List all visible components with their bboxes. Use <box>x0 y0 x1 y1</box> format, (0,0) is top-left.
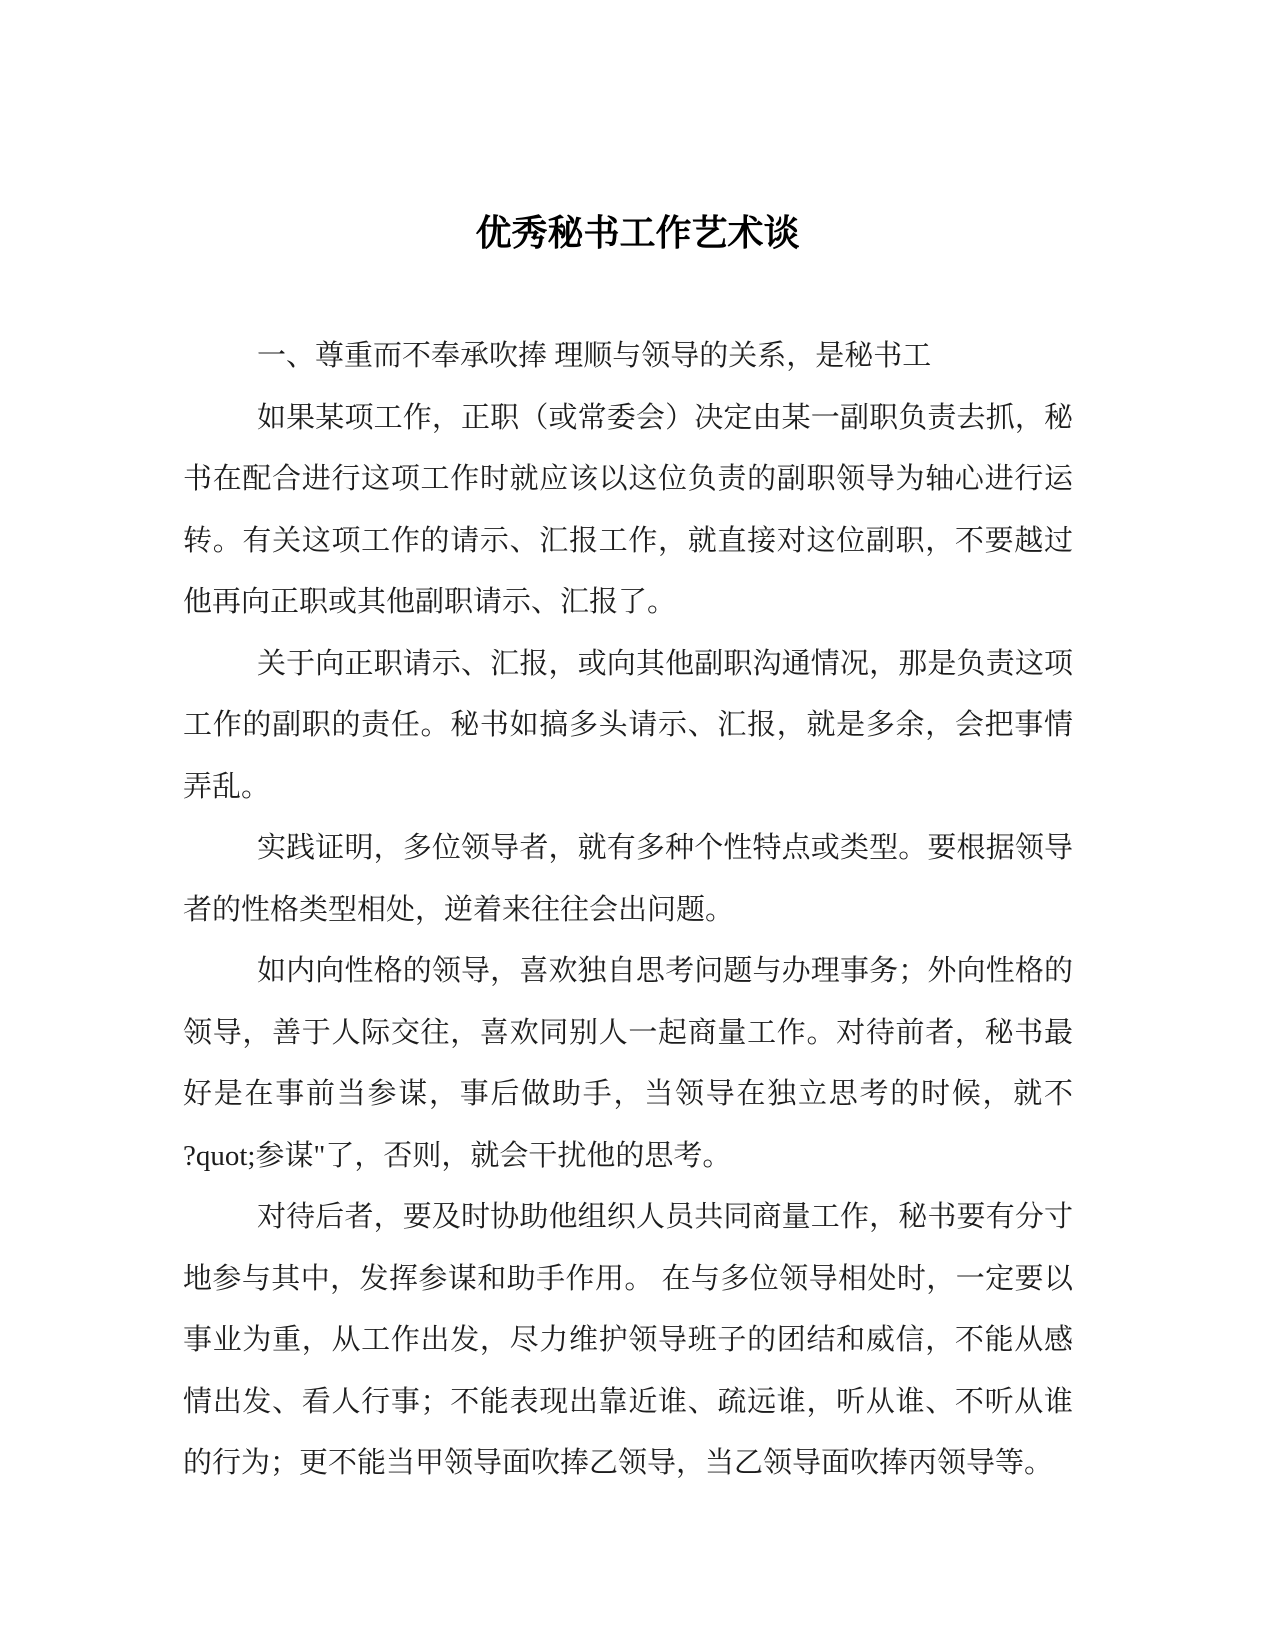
text-line: 的行为；更不能当甲领导面吹捧乙领导，当乙领导面吹捧丙领导等。 <box>183 1447 1054 1479</box>
text-line: 弄乱。 <box>183 770 271 803</box>
text-line: 如果某项工作，正职（或常委会）决定由某一副职负责去抓，秘 <box>257 401 1073 434</box>
text-line: 工作的副职的责任。秘书如搞多头请示、汇报，就是多余，会把事情 <box>183 709 1073 741</box>
text-line: 转。有关这项工作的请示、汇报工作，就直接对这位副职，不要越过 <box>183 524 1073 557</box>
text-line: 他再向正职或其他副职请示、汇报了。 <box>183 586 677 618</box>
text-line: 实践证明，多位领导者，就有多种个性特点或类型。要根据领导 <box>257 832 1073 864</box>
text-line: 如内向性格的领导，喜欢独自思考问题与办理事务；外向性格的 <box>257 955 1073 987</box>
text-line: 事业为重，从工作出发，尽力维护领导班子的团结和威信，不能从感 <box>183 1324 1073 1356</box>
text-line: 情出发、看人行事；不能表现出靠近谁、疏远谁，听从谁、不听从谁 <box>183 1385 1073 1418</box>
document-title: 优秀秘书工作艺术谈 <box>475 213 800 254</box>
text-line: 者的性格类型相处，逆着来往往会出问题。 <box>183 893 735 926</box>
document-body <box>183 326 1073 1495</box>
text-line: 好是在事前当参谋，事后做助手，当领导在独立思考的时候，就不 <box>183 1078 1073 1110</box>
text-line: 地参与其中，发挥参谋和助手作用。 在与多位领导相处时，一定要以 <box>183 1262 1073 1295</box>
text-line: 领导，善于人际交往，喜欢同别人一起商量工作。对待前者，秘书最 <box>183 1016 1073 1049</box>
text-line: 书在配合进行这项工作时就应该以这位负责的副职领导为轴心进行运 <box>183 463 1073 495</box>
text-line: 一、尊重而不奉承吹捧 理顺与领导的关系，是秘书工 <box>257 340 932 372</box>
text-line: 对待后者，要及时协助他组织人员共同商量工作，秘书要有分寸 <box>257 1201 1073 1233</box>
text-line: 关于向正职请示、汇报，或向其他副职沟通情况，那是负责这项 <box>257 647 1073 680</box>
text-line: ?quot;参谋"了，否则，就会干扰他的思考。 <box>183 1139 732 1172</box>
